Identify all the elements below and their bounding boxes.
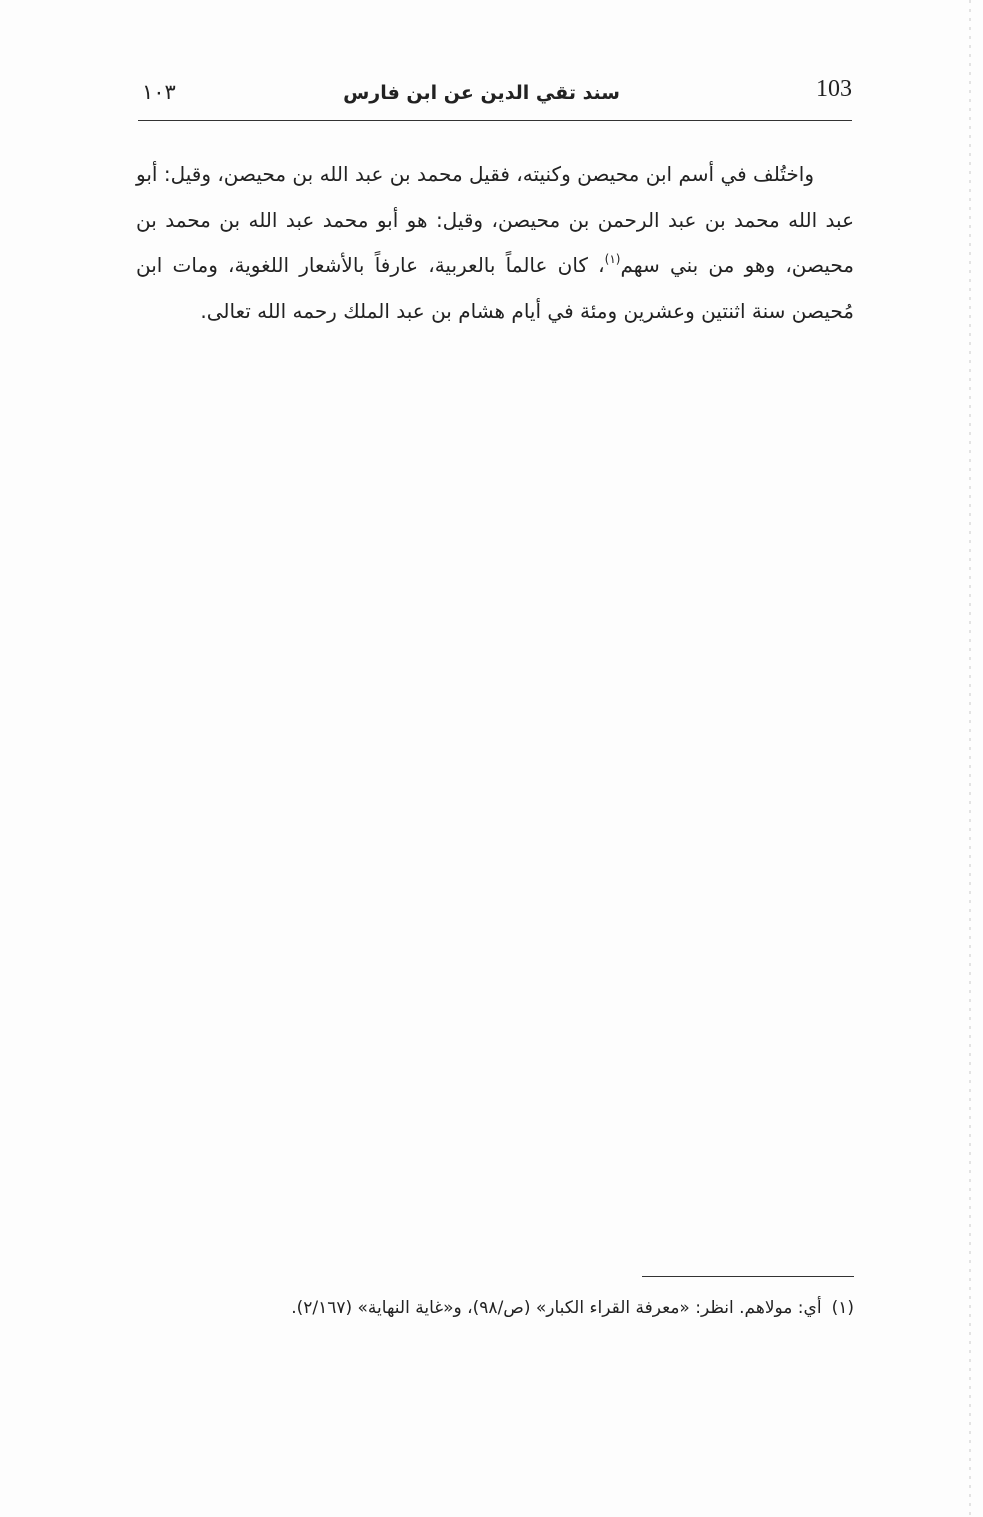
running-title: سند تقي الدين عن ابن فارس (343, 82, 620, 104)
footnote-reference: (١) (604, 252, 621, 267)
page-header (138, 72, 852, 120)
scan-edge-artifact (969, 0, 971, 1517)
footnote (136, 1294, 854, 1322)
footnote-text: أي: مولاهم. انظر: «معرفة القراء الكبار» (ص/٩٨)، و«غاية النهاية» (٢/١٦٧). (291, 1298, 822, 1318)
body-text-before-ref: واختُلف في أسم ابن محيصن وكنيته، فقيل محمد بن عبد الله بن محيصن، وقيل: أبو عبد الله محمد بن عبد الرحمن بن محيصن، وقيل: هو أبو محمد عبد الله بن محمد بن محيصن، وهو من بني سهم (136, 162, 854, 278)
footnote-marker: (١) (831, 1298, 854, 1318)
header-rule (138, 120, 852, 121)
page-number-latin: 103 (816, 76, 852, 102)
footnote-separator (642, 1276, 854, 1277)
body-paragraph (136, 152, 854, 334)
page-number-arabic: ١٠٣ (142, 80, 176, 104)
body-text-after-ref: ، كان عالماً بالعربية، عارفاً بالأشعار اللغوية، ومات ابن مُحيصن سنة اثنتين وعشرين ومئة في أيام هشام بن عبد الملك رحمه الله تعالى. (136, 253, 854, 323)
